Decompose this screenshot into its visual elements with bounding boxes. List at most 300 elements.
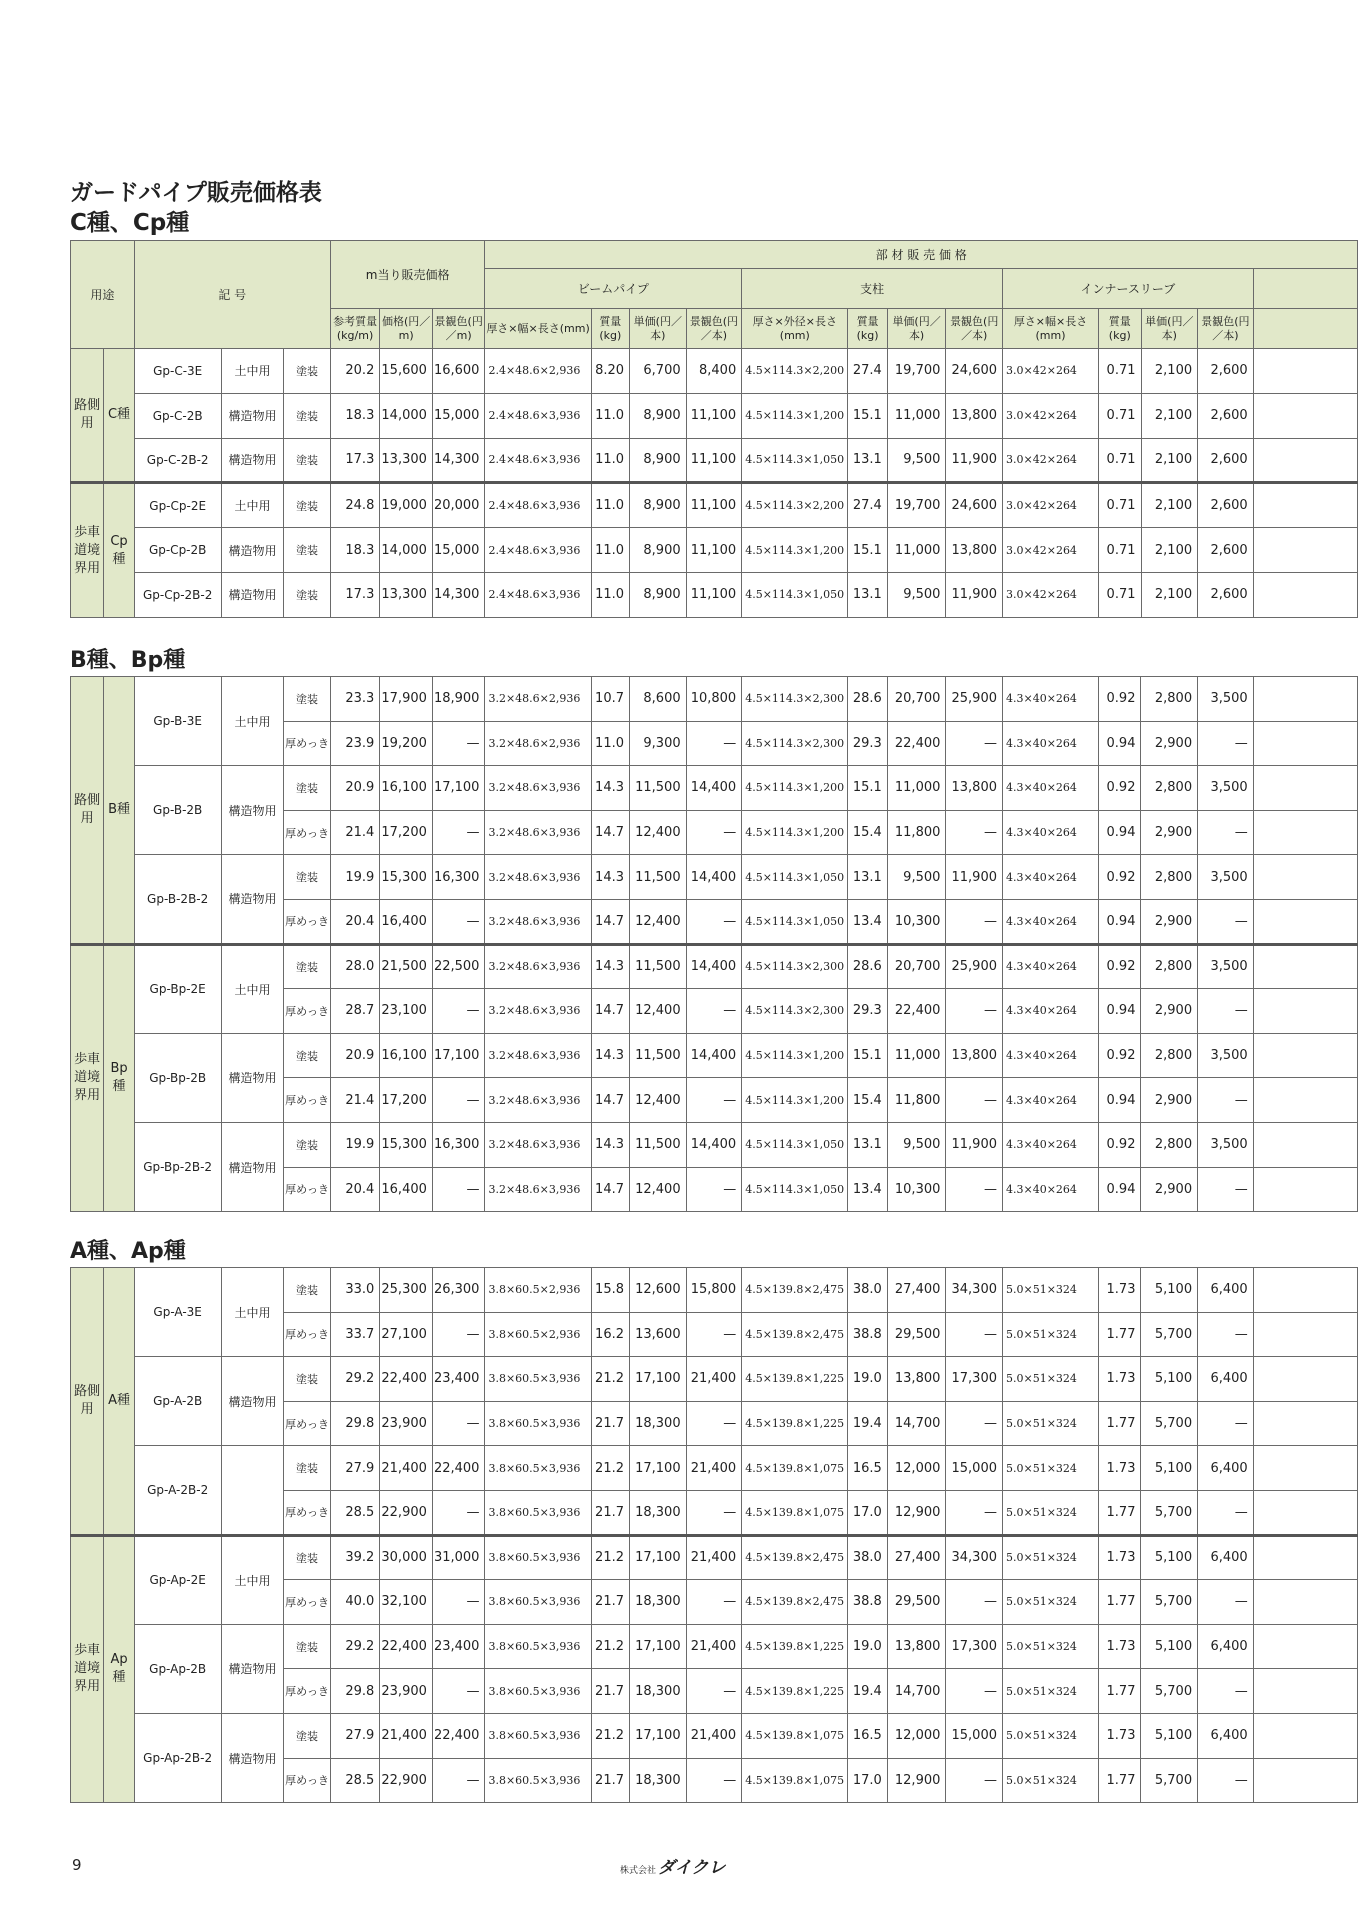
table-cell: 22,400 <box>887 721 946 766</box>
finish-type: 厚めっき <box>284 1401 331 1446</box>
table-cell: 8,900 <box>630 483 687 528</box>
table-cell: 19,700 <box>887 349 946 394</box>
table-cell: 2,800 <box>1141 766 1198 811</box>
finish-type: 塗装 <box>284 1033 331 1078</box>
table-cell: 11,500 <box>630 1122 687 1167</box>
table-cell: 25,900 <box>946 677 1003 722</box>
section-title-b: B種、Bp種 <box>70 648 186 673</box>
header-mass: 質量(kg) <box>1099 309 1141 349</box>
table-cell: 4.5×114.3×2,300 <box>742 944 848 989</box>
table-cell: 16,100 <box>380 766 433 811</box>
table-cell: 19.0 <box>848 1624 887 1669</box>
finish-type: 厚めっき <box>284 1078 331 1123</box>
table-cell: 2,600 <box>1198 393 1254 438</box>
table-cell: 6,400 <box>1198 1268 1254 1313</box>
table-cell: 4.5×139.8×2,475 <box>742 1312 848 1357</box>
table-row <box>71 528 1358 573</box>
table-cell: 4.5×139.8×2,475 <box>742 1268 848 1313</box>
table-cell: 14,400 <box>686 855 742 900</box>
table-cell: — <box>946 1167 1003 1212</box>
table-cell: 4.5×139.8×1,225 <box>742 1624 848 1669</box>
table-cell: 4.5×114.3×2,300 <box>742 721 848 766</box>
table-cell: 12,900 <box>887 1758 946 1803</box>
product-code: Gp-A-2B <box>134 1357 221 1446</box>
table-row <box>71 1535 1358 1580</box>
table-cell: 14.7 <box>591 989 629 1034</box>
table-cell: 15,600 <box>380 349 433 394</box>
table-row <box>71 1446 1358 1491</box>
table-cell: 19,200 <box>380 721 433 766</box>
table-cell: 1.77 <box>1099 1312 1141 1357</box>
table-cell: — <box>686 1401 742 1446</box>
table-cell: 21,500 <box>380 944 433 989</box>
table-cell: 4.3×40×264 <box>1003 721 1099 766</box>
usage-cell: 路側用 <box>71 1268 104 1536</box>
company-logo: 株式会社 ダイクレ <box>620 1858 726 1878</box>
product-code: Gp-Ap-2B <box>134 1624 221 1713</box>
table-cell: 8,900 <box>630 393 687 438</box>
installation-type: 構造物用 <box>221 528 284 573</box>
table-cell: 21.7 <box>591 1758 629 1803</box>
table-cell: 8,900 <box>630 572 687 617</box>
table-cell: — <box>432 1078 485 1123</box>
header-blank <box>1253 269 1357 309</box>
table-row <box>71 1713 1358 1758</box>
table-cell: 20,700 <box>887 677 946 722</box>
header-ref-mass: 参考質量(kg/m) <box>330 309 380 349</box>
table-cell: 3,500 <box>1198 944 1254 989</box>
table-cell: 3.0×42×264 <box>1003 528 1099 573</box>
grade-cell: Ap種 <box>104 1535 134 1803</box>
table-cell: 19,000 <box>380 483 433 528</box>
installation-type: 土中用 <box>221 349 284 394</box>
table-cell: 17.3 <box>330 572 380 617</box>
table-cell: 16,100 <box>380 1033 433 1078</box>
table-cell: — <box>1198 1312 1254 1357</box>
table-cell: 4.5×114.3×1,050 <box>742 438 848 483</box>
table-cell: 5.0×51×324 <box>1003 1580 1099 1625</box>
table-cell: 13,800 <box>946 1033 1003 1078</box>
header-mass: 質量(kg) <box>848 309 887 349</box>
header-unit-color: 景観色(円／本) <box>686 309 742 349</box>
table-cell: 14.3 <box>591 944 629 989</box>
table-cell: 0.92 <box>1099 766 1141 811</box>
installation-type: 土中用 <box>221 677 284 766</box>
table-cell: — <box>432 899 485 944</box>
table-cell: 17,100 <box>630 1624 687 1669</box>
table-cell: 2,800 <box>1141 944 1198 989</box>
table-cell: 5,100 <box>1141 1535 1198 1580</box>
finish-type: 塗装 <box>284 1713 331 1758</box>
table-cell: 4.3×40×264 <box>1003 1122 1099 1167</box>
table-cell: 22,400 <box>380 1624 433 1669</box>
table-cell: 2,100 <box>1141 483 1198 528</box>
table-cell-blank <box>1253 766 1357 811</box>
table-cell: 11.0 <box>591 393 629 438</box>
table-cell: 0.94 <box>1099 1167 1141 1212</box>
table-cell: 14,400 <box>686 1122 742 1167</box>
table-cell-blank <box>1253 1078 1357 1123</box>
table-row <box>71 1033 1358 1078</box>
table-cell: 17.3 <box>330 438 380 483</box>
table-cell: 16.5 <box>848 1713 887 1758</box>
table-cell: 16,400 <box>380 1167 433 1212</box>
table-cell: 11,500 <box>630 855 687 900</box>
table-cell: 20,000 <box>432 483 485 528</box>
table-cell: 18,300 <box>630 1490 687 1535</box>
table-cell: 3,500 <box>1198 1122 1254 1167</box>
table-cell: 22,400 <box>380 1357 433 1402</box>
table-cell: 14,000 <box>380 393 433 438</box>
table-cell: 12,000 <box>887 1446 946 1491</box>
table-cell: 4.3×40×264 <box>1003 899 1099 944</box>
finish-type: 厚めっき <box>284 1312 331 1357</box>
table-cell: 5,100 <box>1141 1446 1198 1491</box>
table-cell: 17.0 <box>848 1490 887 1535</box>
table-cell: 21,400 <box>686 1446 742 1491</box>
table-cell: 27,400 <box>887 1535 946 1580</box>
table-cell: 22,400 <box>432 1446 485 1491</box>
table-cell: 27.4 <box>848 483 887 528</box>
table-cell: 2,600 <box>1198 349 1254 394</box>
finish-type: 塗装 <box>284 1446 331 1491</box>
price-table-c <box>70 240 1358 618</box>
table-cell: 3,500 <box>1198 677 1254 722</box>
table-cell: 14,700 <box>887 1401 946 1446</box>
table-cell: 0.71 <box>1099 349 1141 394</box>
table-cell: 13.1 <box>848 572 887 617</box>
table-cell: 15.4 <box>848 810 887 855</box>
header-blank <box>1253 309 1357 349</box>
header-beam-dim: 厚さ×幅×長さ(mm) <box>485 309 591 349</box>
table-cell: 14.3 <box>591 766 629 811</box>
table-row <box>71 349 1358 394</box>
table-row <box>71 944 1358 989</box>
finish-type: 塗装 <box>284 766 331 811</box>
table-cell: 4.3×40×264 <box>1003 855 1099 900</box>
table-cell: 2,900 <box>1141 810 1198 855</box>
table-cell: 19.4 <box>848 1669 887 1714</box>
table-cell-blank <box>1253 1122 1357 1167</box>
table-cell: 4.3×40×264 <box>1003 1078 1099 1123</box>
finish-type: 塗装 <box>284 944 331 989</box>
table-cell: — <box>686 1078 742 1123</box>
installation-type: 構造物用 <box>221 393 284 438</box>
table-cell: — <box>1198 1580 1254 1625</box>
table-cell: 39.2 <box>330 1535 380 1580</box>
table-cell-blank <box>1253 1312 1357 1357</box>
table-cell: 17,100 <box>432 1033 485 1078</box>
table-cell: 0.94 <box>1099 899 1141 944</box>
table-cell: 12,400 <box>630 899 687 944</box>
table-cell: — <box>946 899 1003 944</box>
table-cell: 18,300 <box>630 1758 687 1803</box>
table-cell-blank <box>1253 393 1357 438</box>
installation-type: 構造物用 <box>221 1357 284 1446</box>
table-cell: 20.9 <box>330 1033 380 1078</box>
table-cell: 19.0 <box>848 1357 887 1402</box>
table-cell: 0.92 <box>1099 1122 1141 1167</box>
table-cell: 11,100 <box>686 393 742 438</box>
table-cell: 21.2 <box>591 1446 629 1491</box>
table-cell: 13,300 <box>380 438 433 483</box>
installation-type: 構造物用 <box>221 855 284 944</box>
header-inner-sleeve: インナースリーブ <box>1003 269 1254 309</box>
table-cell-blank <box>1253 438 1357 483</box>
table-cell: 11,500 <box>630 1033 687 1078</box>
finish-type: 塗装 <box>284 1535 331 1580</box>
table-cell: 13,300 <box>380 572 433 617</box>
table-cell: 8,400 <box>686 349 742 394</box>
table-cell: 11,100 <box>686 528 742 573</box>
table-cell: 16.5 <box>848 1446 887 1491</box>
table-cell: 28.5 <box>330 1758 380 1803</box>
table-cell: 13,800 <box>887 1357 946 1402</box>
product-code: Gp-C-2B <box>134 393 221 438</box>
table-cell: 3.2×48.6×3,936 <box>485 899 591 944</box>
usage-cell: 路側用 <box>71 349 104 483</box>
table-cell: 3.8×60.5×2,936 <box>485 1268 591 1313</box>
table-cell: 12,000 <box>887 1713 946 1758</box>
table-cell: 24,600 <box>946 349 1003 394</box>
table-cell: 0.92 <box>1099 855 1141 900</box>
table-cell: 0.92 <box>1099 944 1141 989</box>
table-row <box>71 1357 1358 1402</box>
usage-cell: 路側用 <box>71 677 104 945</box>
table-cell: 8,900 <box>630 528 687 573</box>
table-cell: — <box>432 1669 485 1714</box>
table-cell-blank <box>1253 1167 1357 1212</box>
table-cell: 23,900 <box>380 1401 433 1446</box>
table-cell: 27.9 <box>330 1446 380 1491</box>
table-cell: — <box>1198 1401 1254 1446</box>
table-cell: 15,000 <box>946 1446 1003 1491</box>
price-table-b <box>70 676 1358 1212</box>
table-cell: 3,500 <box>1198 766 1254 811</box>
grade-cell: A種 <box>104 1268 134 1536</box>
table-cell: — <box>686 721 742 766</box>
table-cell: 29.2 <box>330 1357 380 1402</box>
table-cell: 26,300 <box>432 1268 485 1313</box>
table-cell-blank <box>1253 721 1357 766</box>
table-cell: 4.3×40×264 <box>1003 677 1099 722</box>
table-cell: 3.8×60.5×3,936 <box>485 1758 591 1803</box>
table-cell-blank <box>1253 677 1357 722</box>
table-cell: 12,400 <box>630 1078 687 1123</box>
table-cell: 19,700 <box>887 483 946 528</box>
table-cell: 34,300 <box>946 1268 1003 1313</box>
table-cell: 2,900 <box>1141 899 1198 944</box>
table-cell: 38.8 <box>848 1580 887 1625</box>
table-cell-blank <box>1253 1624 1357 1669</box>
table-cell: 12,600 <box>630 1268 687 1313</box>
table-cell: 14,000 <box>380 528 433 573</box>
grade-cell: Cp種 <box>104 483 134 617</box>
header-code: 記 号 <box>134 241 330 349</box>
finish-type: 厚めっき <box>284 810 331 855</box>
table-cell: 33.0 <box>330 1268 380 1313</box>
header-per-m-price: m当り販売価格 <box>330 241 485 309</box>
table-cell: 11,100 <box>686 438 742 483</box>
table-cell: 8.20 <box>591 349 629 394</box>
product-code: Gp-Cp-2E <box>134 483 221 528</box>
table-cell: 18.3 <box>330 393 380 438</box>
table-cell: — <box>432 1312 485 1357</box>
table-cell: 12,400 <box>630 989 687 1034</box>
installation-type: 構造物用 <box>221 766 284 855</box>
table-cell: 12,400 <box>630 810 687 855</box>
table-cell: — <box>1198 899 1254 944</box>
table-cell: 2,600 <box>1198 438 1254 483</box>
table-cell: 1.77 <box>1099 1758 1141 1803</box>
header-color: 景観色(円／m) <box>432 309 485 349</box>
table-cell: 15.1 <box>848 766 887 811</box>
product-code: Gp-Bp-2B-2 <box>134 1122 221 1211</box>
table-cell: — <box>686 1167 742 1212</box>
table-cell: — <box>946 1401 1003 1446</box>
table-cell: 17,300 <box>946 1357 1003 1402</box>
table-cell-blank <box>1253 1669 1357 1714</box>
table-cell: 29,500 <box>887 1580 946 1625</box>
table-cell: 21,400 <box>686 1535 742 1580</box>
table-cell: 5.0×51×324 <box>1003 1758 1099 1803</box>
table-cell-blank <box>1253 483 1357 528</box>
table-cell-blank <box>1253 1713 1357 1758</box>
price-table-a <box>70 1267 1358 1803</box>
product-code: Gp-Bp-2B <box>134 1033 221 1122</box>
table-cell: 20,700 <box>887 944 946 989</box>
table-cell: 3.2×48.6×3,936 <box>485 1167 591 1212</box>
table-cell: 1.73 <box>1099 1357 1141 1402</box>
table-cell: — <box>946 989 1003 1034</box>
table-cell-blank <box>1253 989 1357 1034</box>
table-cell: 11,900 <box>946 572 1003 617</box>
table-cell: 11.0 <box>591 528 629 573</box>
table-cell: 5.0×51×324 <box>1003 1624 1099 1669</box>
header-beam-pipe: ビームパイプ <box>485 269 742 309</box>
table-cell-blank <box>1253 1357 1357 1402</box>
table-cell: — <box>946 810 1003 855</box>
table-cell: 2.4×48.6×3,936 <box>485 438 591 483</box>
table-cell: 18.3 <box>330 528 380 573</box>
table-cell: 15.1 <box>848 393 887 438</box>
table-cell: 11,000 <box>887 1033 946 1078</box>
usage-cell: 歩車道境界用 <box>71 944 104 1212</box>
table-cell: 6,400 <box>1198 1535 1254 1580</box>
table-cell: 1.73 <box>1099 1624 1141 1669</box>
finish-type: 厚めっき <box>284 989 331 1034</box>
table-cell: 8,900 <box>630 438 687 483</box>
table-cell: 16.2 <box>591 1312 629 1357</box>
table-cell: 15,000 <box>946 1713 1003 1758</box>
table-cell: 4.3×40×264 <box>1003 766 1099 811</box>
finish-type: 塗装 <box>284 572 331 617</box>
table-cell: 15.4 <box>848 1078 887 1123</box>
table-cell: 3.8×60.5×3,936 <box>485 1624 591 1669</box>
table-cell: 6,400 <box>1198 1624 1254 1669</box>
table-cell: 18,300 <box>630 1401 687 1446</box>
table-row <box>71 677 1358 722</box>
table-cell: 4.5×139.8×1,075 <box>742 1490 848 1535</box>
table-cell: 11,500 <box>630 766 687 811</box>
table-cell: — <box>1198 721 1254 766</box>
table-cell: 11,100 <box>686 483 742 528</box>
table-cell: 13.1 <box>848 855 887 900</box>
table-cell: 17,300 <box>946 1624 1003 1669</box>
grade-cell: C種 <box>104 349 134 483</box>
table-cell: 5,700 <box>1141 1490 1198 1535</box>
table-cell: 0.94 <box>1099 810 1141 855</box>
table-cell: 15.1 <box>848 1033 887 1078</box>
table-cell: 11.0 <box>591 483 629 528</box>
table-cell: 29.3 <box>848 721 887 766</box>
table-cell: 13,600 <box>630 1312 687 1357</box>
table-cell: 15,300 <box>380 1122 433 1167</box>
table-cell: 29.8 <box>330 1401 380 1446</box>
header-unit: 単価(円／本) <box>887 309 946 349</box>
header-sleeve-dim: 厚さ×幅×長さ(mm) <box>1003 309 1099 349</box>
table-cell: 4.5×114.3×2,300 <box>742 677 848 722</box>
table-cell: 38.0 <box>848 1268 887 1313</box>
table-cell: 4.3×40×264 <box>1003 944 1099 989</box>
table-cell: 16,300 <box>432 855 485 900</box>
table-cell: 9,500 <box>887 855 946 900</box>
finish-type: 厚めっき <box>284 1669 331 1714</box>
table-cell: 5.0×51×324 <box>1003 1312 1099 1357</box>
table-cell: 16,400 <box>380 899 433 944</box>
table-cell: 28.5 <box>330 1490 380 1535</box>
table-cell: 4.5×114.3×1,200 <box>742 766 848 811</box>
table-cell: 21.2 <box>591 1624 629 1669</box>
table-row <box>71 438 1358 483</box>
header-mass: 質量(kg) <box>591 309 629 349</box>
table-row <box>71 483 1358 528</box>
product-code: Gp-C-2B-2 <box>134 438 221 483</box>
table-cell: 3.8×60.5×3,936 <box>485 1446 591 1491</box>
product-code: Gp-Ap-2E <box>134 1535 221 1624</box>
table-cell: 11,500 <box>630 944 687 989</box>
table-cell: 4.5×114.3×2,200 <box>742 483 848 528</box>
table-cell: — <box>1198 810 1254 855</box>
table-cell: 1.73 <box>1099 1713 1141 1758</box>
table-cell: 21.7 <box>591 1580 629 1625</box>
table-cell: 33.7 <box>330 1312 380 1357</box>
table-cell: 3.8×60.5×3,936 <box>485 1490 591 1535</box>
table-cell: 0.71 <box>1099 528 1141 573</box>
installation-type: 構造物用 <box>221 1624 284 1713</box>
table-cell: 2,800 <box>1141 1122 1198 1167</box>
product-code: Gp-C-3E <box>134 349 221 394</box>
header-unit-color: 景観色(円／本) <box>1198 309 1254 349</box>
table-cell: 2,600 <box>1198 483 1254 528</box>
table-cell: 9,500 <box>887 572 946 617</box>
table-cell: 2,900 <box>1141 1167 1198 1212</box>
table-cell: 14.7 <box>591 1078 629 1123</box>
table-cell: 21.7 <box>591 1401 629 1446</box>
table-cell: 23,400 <box>432 1624 485 1669</box>
table-cell: 38.8 <box>848 1312 887 1357</box>
table-cell: 4.5×114.3×1,200 <box>742 528 848 573</box>
table-cell: 3.2×48.6×3,936 <box>485 766 591 811</box>
table-cell: 4.5×139.8×1,075 <box>742 1446 848 1491</box>
table-cell-blank <box>1253 349 1357 394</box>
table-cell: 3.8×60.5×2,936 <box>485 1312 591 1357</box>
finish-type: 厚めっき <box>284 721 331 766</box>
table-cell: 4.5×114.3×1,050 <box>742 899 848 944</box>
table-cell: 4.3×40×264 <box>1003 810 1099 855</box>
table-cell: 2,600 <box>1198 528 1254 573</box>
header-unit: 単価(円／本) <box>630 309 687 349</box>
